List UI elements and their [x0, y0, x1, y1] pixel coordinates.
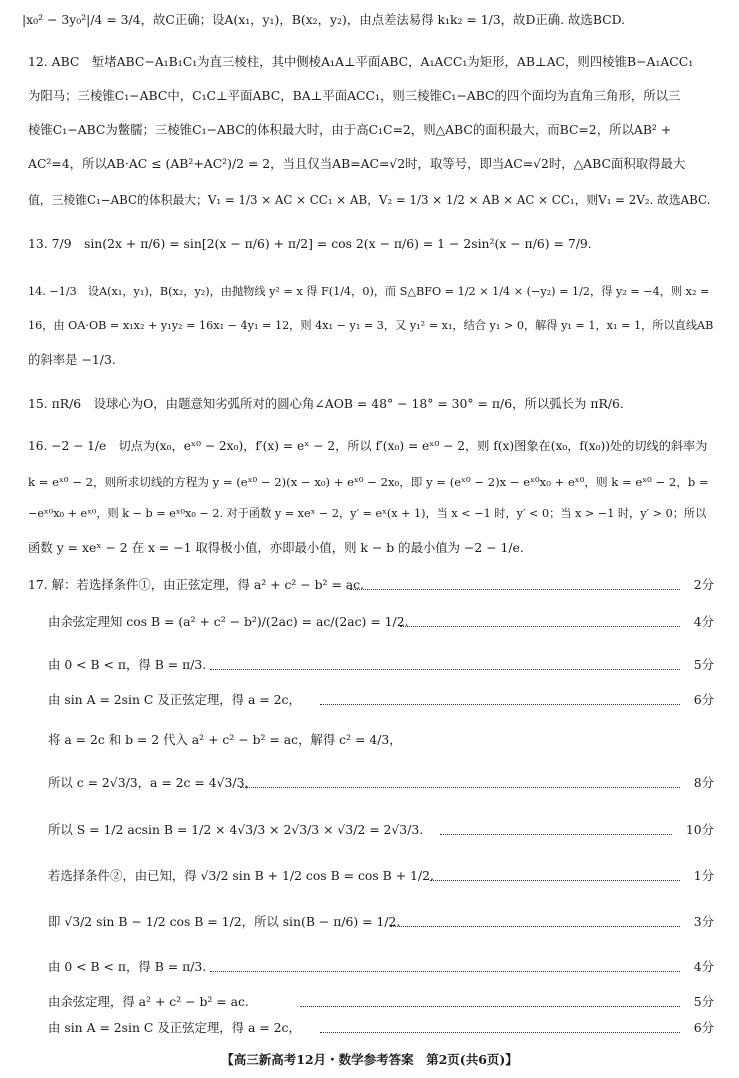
score-mark: 5分 [693, 994, 714, 1009]
leader-dots [400, 626, 680, 627]
score-mark: 5分 [693, 657, 714, 672]
q17-line-6: 所以 c = 2√3/3，a = 2c = 4√3/3， [48, 775, 257, 790]
q17-line-10: 由 0 < B < π，得 B = π/3. [48, 959, 207, 974]
q13-line-1: 13. 7/9 sin(2x + π/6) = sin[2(x − π/6) + π/2] = cos 2(x − π/6) = 1 − 2sin²(x − π/6) = 7/9. [28, 236, 592, 251]
q17-line-9: 即 √3/2 sin B − 1/2 cos B = 1/2，所以 sin(B − π/6) = 1/2. [48, 914, 401, 929]
leader-dots [300, 1006, 680, 1007]
q16-line-4: 函数 y = xeˣ − 2 在 x = −1 取得极小值，亦即最小值，则 k − b 的最小值为 −2 − 1/e. [28, 540, 524, 555]
q17-line-4: 由 sin A = 2sin C 及正弦定理，得 a = 2c， [48, 692, 301, 707]
leader-dots [320, 1032, 680, 1033]
score-mark: 4分 [693, 614, 714, 629]
q12-line-4: AC²=4，所以AB·AC ≤ (AB²+AC²)/2 = 2，当且仅当AB=AC=√2时，取等号，即当AC=√2时，△ABC面积取得最大 [28, 156, 686, 171]
score-mark: 4分 [693, 959, 714, 974]
q12-line-5: 值，三棱锥C₁−ABC的体积最大；V₁ = 1/3 × AC × CC₁ × AB，V₂ = 1/3 × 1/2 × AB × AC × CC₁，则V₁ = 2V₂. 故选ABC. [28, 193, 711, 207]
score-mark: 3分 [693, 914, 714, 929]
leader-dots [430, 880, 680, 881]
leader-dots [210, 971, 680, 972]
q16-line-3: −eˣ⁰x₀ + eˣ⁰，则 k − b = eˣ⁰x₀ − 2. 对于函数 y = xeˣ − 2，y′ = eˣ(x + 1)，当 x < −1 时，y′ < 0；当 x > −1 时，y′ > 0；所以 [28, 507, 707, 520]
q15-line-1: 15. πR/6 设球心为O，由题意知劣弧所对的圆心角∠AOB = 48° − 18° = 30° = π/6，所以弧长为 πR/6. [28, 396, 624, 411]
q14-line-3: 的斜率是 −1/3. [28, 352, 116, 367]
leader-dots [350, 589, 680, 590]
leader-dots [320, 704, 680, 705]
leader-dots [210, 669, 680, 670]
page-footer: 【高三新高考12月・数学参考答案 第2页(共6页)】 [221, 1052, 518, 1067]
score-mark: 6分 [693, 1020, 714, 1035]
q14-line-2: 16，由 OA·OB = x₁x₂ + y₁y₂ = 16x₁ − 4y₁ = 12，则 4x₁ − y₁ = 3，又 y₁² = x₁，结合 y₁ > 0，解得 y₁ = 1，x₁ = 1，所以直线AB [28, 319, 714, 332]
score-mark: 8分 [693, 775, 714, 790]
leader-dots [240, 787, 680, 788]
q17-line-2: 由余弦定理知 cos B = (a² + c² − b²)/(2ac) = ac/(2ac) = 1/2. [48, 614, 409, 629]
q17-line-5: 将 a = 2c 和 b = 2 代入 a² + c² − b² = ac，解得 c² = 4/3， [48, 732, 402, 747]
leader-dots [390, 926, 680, 927]
score-mark: 10分 [685, 822, 714, 837]
q17-line-8: 若选择条件②，由已知，得 √3/2 sin B + 1/2 cos B = cos B + 1/2. [48, 868, 434, 883]
q17-line-11: 由余弦定理，得 a² + c² − b² = ac. [48, 994, 249, 1009]
q12-line-3: 棱锥C₁−ABC为鳖臑；三棱锥C₁−ABC的体积最大时，由于高C₁C=2，则△ABC的面积最大，而BC=2，所以AB² + [28, 122, 672, 137]
q17-line-12: 由 sin A = 2sin C 及正弦定理，得 a = 2c， [48, 1020, 301, 1035]
score-mark: 6分 [693, 692, 714, 707]
q16-line-2: k = eˣ⁰ − 2，则所求切线的方程为 y = (eˣ⁰ − 2)(x − x₀) + eˣ⁰ − 2x₀，即 y = (eˣ⁰ − 2)x − eˣ⁰x₀ + eˣ⁰，则 k = eˣ⁰ − 2，b = [28, 475, 709, 489]
q14-line-1: 14. −1/3 设A(x₁，y₁)，B(x₂，y₂)，由抛物线 y² = x 得 F(1/4，0)，而 S△BFO = 1/2 × 1/4 × (−y₂) = 1/2，得 y₂ = −4，则 x₂ = [28, 285, 710, 298]
q17-line-7: 所以 S = 1/2 acsin B = 1/2 × 4√3/3 × 2√3/3 × √3/2 = 2√3/3. [48, 822, 424, 837]
leader-dots [440, 834, 672, 835]
top-continuation-line: |x₀² − 3y₀²|/4 = 3/4，故C正确；设A(x₁，y₁)，B(x₂，y₂)，由点差法易得 k₁k₂ = 1/3，故D正确. 故选BCD. [22, 12, 626, 27]
q12-line-1: 12. ABC 堑堵ABC−A₁B₁C₁为直三棱柱，其中侧棱A₁A⊥平面ABC，A₁ACC₁为矩形，AB⊥AC，则四棱锥B−A₁ACC₁ [28, 54, 694, 69]
score-mark: 1分 [693, 868, 714, 883]
q12-line-2: 为阳马；三棱锥C₁−ABC中，C₁C⊥平面ABC，BA⊥平面ACC₁，则三棱锥C₁−ABC的四个面均为直角三角形，所以三 [28, 88, 681, 103]
q17-line-3: 由 0 < B < π，得 B = π/3. [48, 657, 207, 672]
q16-line-1: 16. −2 − 1/e 切点为(x₀，eˣ⁰ − 2x₀)，f′(x) = eˣ − 2，所以 f′(x₀) = eˣ⁰ − 2，则 f(x)图象在(x₀，f(x₀))处的切线的斜率为 [28, 439, 708, 453]
score-mark: 2分 [693, 577, 714, 592]
q17-line-1: 17. 解：若选择条件①，由正弦定理，得 a² + c² − b² = ac. [28, 577, 365, 592]
